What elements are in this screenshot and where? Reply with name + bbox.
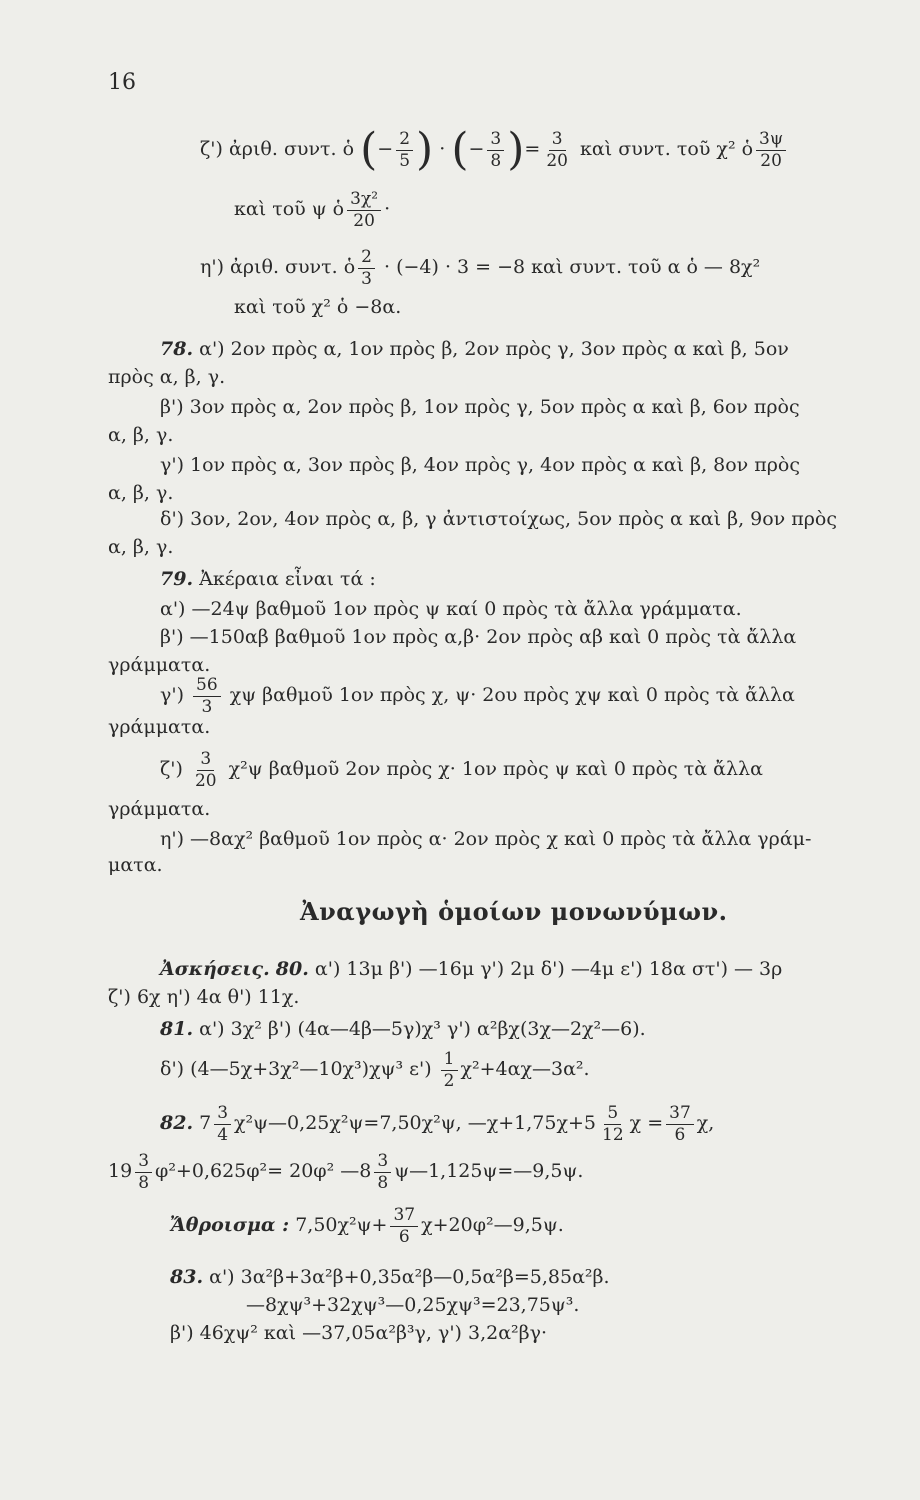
line-zeta-coeffs: ζ') ἀριθ. συντ. ὁ (− $\frac{2}{5}$ ) · (− $\frac{3}{8}$ )= $\frac{3}{20}$ καὶ συντ. τοῦ χ² ὁ $\frac{3\psi}{20}$ — [200, 128, 789, 172]
exercise-82-b: 19 $\frac{3}{8}$ φ²+0,625φ²= 20φ² —8 $\frac{3}{8}$ ψ—1,125ψ=—9,5ψ. — [108, 1151, 584, 1193]
exercise-78-d-cont: α, β, γ. — [108, 536, 174, 558]
exercise-82-a: 82. 7 $\frac{3}{4}$ χ²ψ—0,25χ²ψ=7,50χ²ψ, —χ+1,75χ+5 $\frac{5}{12}$ χ = $\frac{37}{6}$ χ, — [160, 1103, 715, 1145]
exercise-78-b-cont: α, β, γ. — [108, 424, 174, 446]
exercise-78-b: β') 3ον πρὸς α, 2ον πρὸς β, 1ον πρὸς γ, 5ον πρὸς α καὶ β, 6ον πρὸς — [160, 396, 800, 418]
exercise-79-b-cont: γράμματα. — [108, 654, 211, 676]
fraction: $\frac{3}{20}$ — [546, 128, 568, 171]
exercise-78-a: 78. α') 2ον πρὸς α, 1ον πρὸς β, 2ον πρὸς γ, 3ον πρὸς α καὶ β, 5ον — [160, 338, 789, 360]
fraction: $\frac{\text{3χ²}}{20}$ — [347, 190, 381, 230]
page-number: 16 — [108, 70, 136, 95]
fraction: $\frac{37}{6}$ — [390, 1206, 418, 1246]
fraction: $\frac{3}{8}$ — [487, 130, 504, 170]
line-eta: η') ἀριθ. συντ. ὁ $\frac{2}{3}$ · (−4) · 3 = −8 καὶ συντ. τοῦ α ὁ — 8χ² — [200, 247, 761, 289]
exercise-81-a: 81. α') 3χ² β') (4α—4β—5γ)χ³ γ') α²βχ(3χ—2χ²—6). — [160, 1018, 646, 1040]
exercise-83-a-cont: —8χψ³+32χψ³—0,25χψ³=23,75ψ³. — [246, 1294, 580, 1316]
exercise-78-d: δ') 3ον, 2ον, 4ον πρὸς α, β, γ ἀντιστοίχως, 5ον πρὸς α καὶ β, 9ον πρὸς — [160, 508, 838, 530]
fraction: $\frac{3\psi}{20}$ — [756, 130, 786, 170]
exercise-79-c: γ') $\frac{56}{3}$ χψ βαθμοῦ 1ον πρὸς χ, ψ· 2ου πρὸς χψ καὶ 0 πρὸς τὰ ἄλλα — [160, 675, 795, 717]
exercise-79-title: 79. Ἀκέραια εἶναι τά : — [160, 568, 376, 590]
fraction: $\frac{37}{6}$ — [666, 1104, 694, 1144]
exercise-79-eta-cont: ματα. — [108, 854, 163, 876]
zeta-minus-1: − — [377, 138, 394, 160]
exercise-79-b: β') —150αβ βαθμοῦ 1ον πρὸς α,β· 2ον πρὸς αβ καὶ 0 πρὸς τὰ ἄλλα — [160, 626, 797, 648]
exercise-78-a-cont: πρὸς α, β, γ. — [108, 366, 226, 388]
fraction: $\frac{5}{12}$ — [602, 1103, 624, 1145]
section-heading: Ἀναγωγὴ ὁμοίων μονωνύμων. — [300, 897, 728, 926]
fraction: $\frac{2}{3}$ — [358, 248, 375, 288]
exercise-78-c-cont: α, β, γ. — [108, 482, 174, 504]
exercise-79-zeta: ζ') $\frac{3}{20}$ χ²ψ βαθμοῦ 2ον πρὸς χ· 1ον πρὸς ψ καὶ 0 πρὸς τὰ ἄλλα — [160, 749, 763, 791]
fraction: $\frac{2}{5}$ — [396, 130, 413, 170]
exercise-79-c-cont: γράμματα. — [108, 716, 211, 738]
exercise-79-a: α') —24ψ βαθμοῦ 1ον πρὸς ψ καί 0 πρὸς τὰ ἄλλα γράμματα. — [160, 598, 742, 620]
exercise-81-b: δ') (4—5χ+3χ²—10χ³)χψ³ ε') $\frac{1}{2}$ χ²+4αχ—3α². — [160, 1049, 590, 1091]
exercise-83-a: 83. α') 3α²β+3α²β+0,35α²β—0,5α²β=5,85α²β. — [170, 1266, 610, 1288]
fraction: $\frac{3}{4}$ — [214, 1104, 231, 1144]
exercise-80: Ἀσκήσεις. 80. α') 13μ β') —16μ γ') 2μ δ') —4μ ε') 18α στ') — 3ρ — [160, 958, 783, 980]
fraction: $\frac{56}{3}$ — [193, 676, 221, 716]
exercise-80-cont: ζ') 6χ η') 4α θ') 11χ. — [108, 986, 300, 1008]
exercise-78-c: γ') 1ον πρὸς α, 3ον πρὸς β, 4ον πρὸς γ, 4ον πρὸς α καὶ β, 8ον πρὸς — [160, 454, 800, 476]
sum-line: Ἄθροισμα : 7,50χ²ψ+ $\frac{37}{6}$ χ+20φ²—9,5ψ. — [170, 1205, 564, 1247]
line-zeta-2: καὶ τοῦ ψ ὁ $\frac{\text{3χ²}}{20}$ · — [234, 189, 391, 231]
zeta-prefix: ζ') ἀριθ. συντ. ὁ — [200, 138, 355, 160]
fraction: $\frac{3}{20}$ — [194, 749, 217, 791]
fraction: $\frac{3}{8}$ — [374, 1152, 391, 1192]
fraction: $\frac{1}{2}$ — [441, 1050, 458, 1090]
line-eta-2: καὶ τοῦ χ² ὁ −8α. — [234, 296, 402, 318]
exercise-79-eta: η') —8αχ² βαθμοῦ 1ον πρὸς α· 2ον πρὸς χ καὶ 0 πρὸς τὰ ἄλλα γράμ- — [160, 828, 812, 850]
fraction: $\frac{3}{8}$ — [135, 1152, 152, 1192]
exercise-79-zeta-cont: γράμματα. — [108, 798, 211, 820]
exercise-83-b: β') 46χψ² καὶ —37,05α²β³γ, γ') 3,2α²βγ· — [170, 1322, 548, 1344]
